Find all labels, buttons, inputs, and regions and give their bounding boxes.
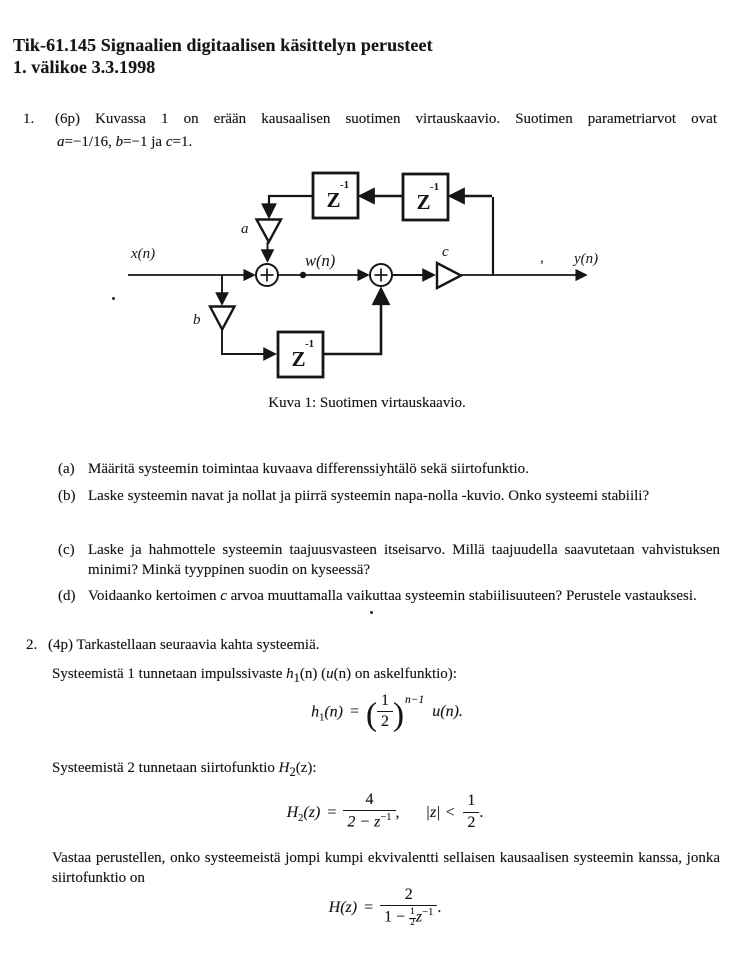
f2-denominator [343,811,395,832]
item-a-text: Määritä systeemin toimintaa kuvaava differenssiyhtälö sekä siirtofunktio. [88,461,529,477]
internal-signal-label: w(n) [305,251,336,270]
f1-fraction [377,692,393,732]
item-c-label: (c) [58,542,75,558]
item-b-label: (b) [58,488,76,504]
input-signal-label: x(n) [131,246,156,262]
f2-lhs-var: H [286,803,299,821]
f2-period: . [479,803,484,821]
system2-H-sub: 2 [289,765,296,779]
item-b [58,486,720,506]
delay-2-z-label: Z [416,190,431,214]
delay-3-z-label: Z [291,347,306,371]
f2-cond-num: 1 [463,792,479,812]
f2-fraction [343,791,395,832]
problem1-number: 1. [23,111,35,127]
f3-fraction [380,886,437,929]
problem2-intro: (4p) Tarkastellaan seuraavia kahta systeemiä. [48,637,320,653]
f3-den-pre: 1 − [384,908,410,926]
delay-2-exp-label: -1 [430,181,440,193]
system2-pre: Systeemistä 2 tunnetaan siirtofunktio [52,760,279,776]
item-d-var-c: c [220,588,227,604]
f2-lhs-sub: 2 [298,813,304,824]
f3-den-half-den: 2 [410,918,415,929]
f1-lhs-args: (n) [324,703,343,721]
f1-lhs-sub: 1 [319,712,325,724]
system1-u: u [326,666,334,682]
f2-lhs-args: (z) [303,803,321,821]
item-d-post: arvoa muuttamalla vaikuttaa systeemin stabiilisuuteen? Perustele vastauksesi. [226,588,697,604]
f2-cond-den: 2 [467,813,476,831]
item-d-pre: Voidaanko kertoimen [88,588,221,604]
f1-numerator: 1 [377,692,393,712]
param-b-value: =−1 ja [123,134,166,150]
system1-line [52,664,457,688]
flow-diagram [0,160,750,396]
f2-equals: = [327,803,337,821]
formula-H [10,886,750,929]
param-c: c [165,134,173,150]
node-dot-wn [300,272,306,278]
item-d-text [88,586,720,606]
gain-c-label: c [442,244,449,260]
gain-b-triangle [210,307,235,330]
f3-denominator [380,906,437,929]
f1-exponent: n−1 [405,694,425,707]
f1-denominator: 2 [381,713,389,731]
system2-post: (z): [295,760,317,776]
scan-speck [112,297,115,300]
title-block [13,34,433,78]
f3-den-var: z [415,908,423,926]
f2-den-pre: 2 − z [347,813,381,831]
f3-den-half-num: 1 [410,907,415,918]
f1-lhs-var: h [311,703,320,721]
f2-comma: , [395,803,400,821]
system1-mid: (n) ( [299,666,327,682]
item-d-label: (d) [58,588,76,604]
item-c [58,540,720,580]
gain-c-triangle [437,263,461,288]
problem1-params [57,132,192,152]
exam-title: 1. välikoe 3.3.1998 [13,57,156,77]
system2-H: H [278,760,290,776]
gain-a-label: a [241,221,249,237]
param-c-value: =1. [172,134,193,150]
system1-pre: Systeemistä 1 tunnetaan impulssivaste [52,666,287,682]
f1-rhs: u(n). [432,703,463,721]
item-c-text: Laske ja hahmottele systeemin taajuusvasteen itseisarvo. Millä taajuudella saavutetaan vahvistuksen minimi? Minkä tyyppinen suodin on kyseessä? [88,542,720,578]
course-title: Tik-61.145 Signaalien digitaalisen käsittelyn perusteet [13,35,433,55]
f2-numerator: 4 [343,791,395,811]
system1-h: h [286,666,294,682]
delay-3-exp-label: -1 [305,338,315,350]
param-a-value: =−1/16, [64,134,116,150]
system1-post: (n) on askelfunktio): [333,666,457,682]
output-signal-label: y(n) [574,251,599,267]
wire-delay1-to-gaina [269,196,313,217]
item-a [58,459,720,479]
stray-comma-mark: , [540,250,544,266]
wire-gainb-to-delay3 [222,329,275,354]
problem2-outro: Vastaa perustellen, onko systeemeistä jompi kumpi ekvivalentti sellaisen kausaalisen systeemin kanssa, jonka siirtofunktio on [52,850,720,886]
f1-lparen: ( [366,697,377,734]
formula-H2 [10,791,750,832]
param-b: b [115,134,124,150]
wire-delay3-to-adder2 [323,289,381,354]
item-a-label: (a) [58,461,75,477]
f3-period: . [437,898,442,916]
f3-lhs: H(z) [328,898,358,916]
gain-a-triangle [257,220,282,243]
delay-1-exp-label: -1 [340,179,350,191]
f3-den-halffrac [409,908,416,929]
delay-1-z-label: Z [326,188,341,212]
f2-den-sup: −1 [380,812,392,824]
f3-equals: = [364,898,374,916]
param-a: a [57,134,65,150]
gain-b-label: b [193,312,201,328]
f3-den-sup: −1 [422,907,434,919]
f1-rparen: ) [393,697,404,734]
scan-speck [370,611,373,614]
system2-line [52,758,317,782]
f3-numerator: 2 [380,886,437,906]
formula-h1 [12,692,750,732]
system1-h-sub: 1 [293,671,300,685]
problem2-number: 2. [26,637,38,653]
item-d [58,586,720,606]
figure-caption: Kuva 1: Suotimen virtauskaavio. [268,395,466,411]
f2-cond-fraction [463,792,479,832]
f1-equals: = [349,703,359,721]
problem1-line1: (6p) Kuvassa 1 on erään kausaalisen suotimen virtauskaavio. Suotimen parametriarvot ovat [55,111,717,127]
item-b-text: Laske systeemin navat ja nollat ja piirrä systeemin napa-nolla -kuvio. Onko systeemi stabiili? [88,488,650,504]
f2-cond-lhs: |z| < [425,803,456,821]
